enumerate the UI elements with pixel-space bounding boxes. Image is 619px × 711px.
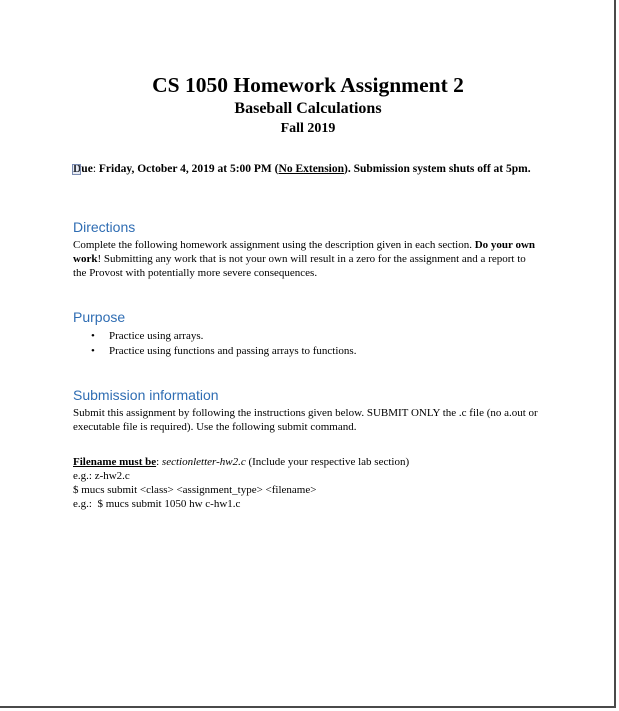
due-label: Due [73,163,93,175]
purpose-list [73,329,356,359]
shutoff-note: Submission system shuts off at 5pm. [353,163,531,175]
purpose-heading: Purpose [73,309,126,325]
no-extension-label: No Extension [278,163,345,175]
purpose-item-text: Practice using arrays. [109,330,204,342]
list-item [73,344,356,359]
directions-heading: Directions [73,219,136,235]
document-title: CS 1050 Homework Assignment 2 [152,73,464,97]
example-command-line: e.g.: $ mucs submit 1050 hw c-hw1.c [73,498,241,510]
submission-heading: Submission information [73,387,219,403]
document-term: Fall 2019 [280,121,336,136]
due-date: Friday, October 4, 2019 at 5:00 PM [98,163,272,175]
directions-paragraph [73,238,538,280]
list-item [73,329,356,344]
due-statement: Due: Friday, October 4, 2019 at 5:00 PM (No Extension). Submission system shuts off at 5pm. [73,163,531,175]
document-subtitle: Baseball Calculations [234,100,382,117]
filename-colon: : [156,456,162,468]
submit-command-line: $ mucs submit <class> <assignment_type> <filename> [73,484,317,496]
due-open-paren: ( [274,163,279,175]
submission-paragraph: Submit this assignment by following the instructions given below. SUBMIT ONLY the .c file (no a.out or executable file is required). Use the following submit command. [73,407,538,433]
due-close-paren: ). [344,163,351,175]
filename-line [73,455,538,469]
filename-label: Filename must be [73,456,157,468]
directions-bold: Do your own work [73,239,536,265]
filename-block [73,455,538,511]
directions-text-1: Complete the following homework assignment using the description given in each section. [73,239,472,251]
filename-pattern: sectionletter-hw2.c [161,456,246,468]
purpose-item-text: Practice using functions and passing arrays to functions. [109,345,357,357]
directions-text-2: ! Submitting any work that is not your own will result in a zero for the assignment and a report to the Provost with potentially more severe consequences. [73,253,526,279]
bullet-glyph: • [91,345,95,357]
example-filename-line: e.g.: z-hw2.c [73,470,130,482]
filename-note: (Include your respective lab section) [245,456,410,468]
bullet-glyph: • [91,330,95,342]
